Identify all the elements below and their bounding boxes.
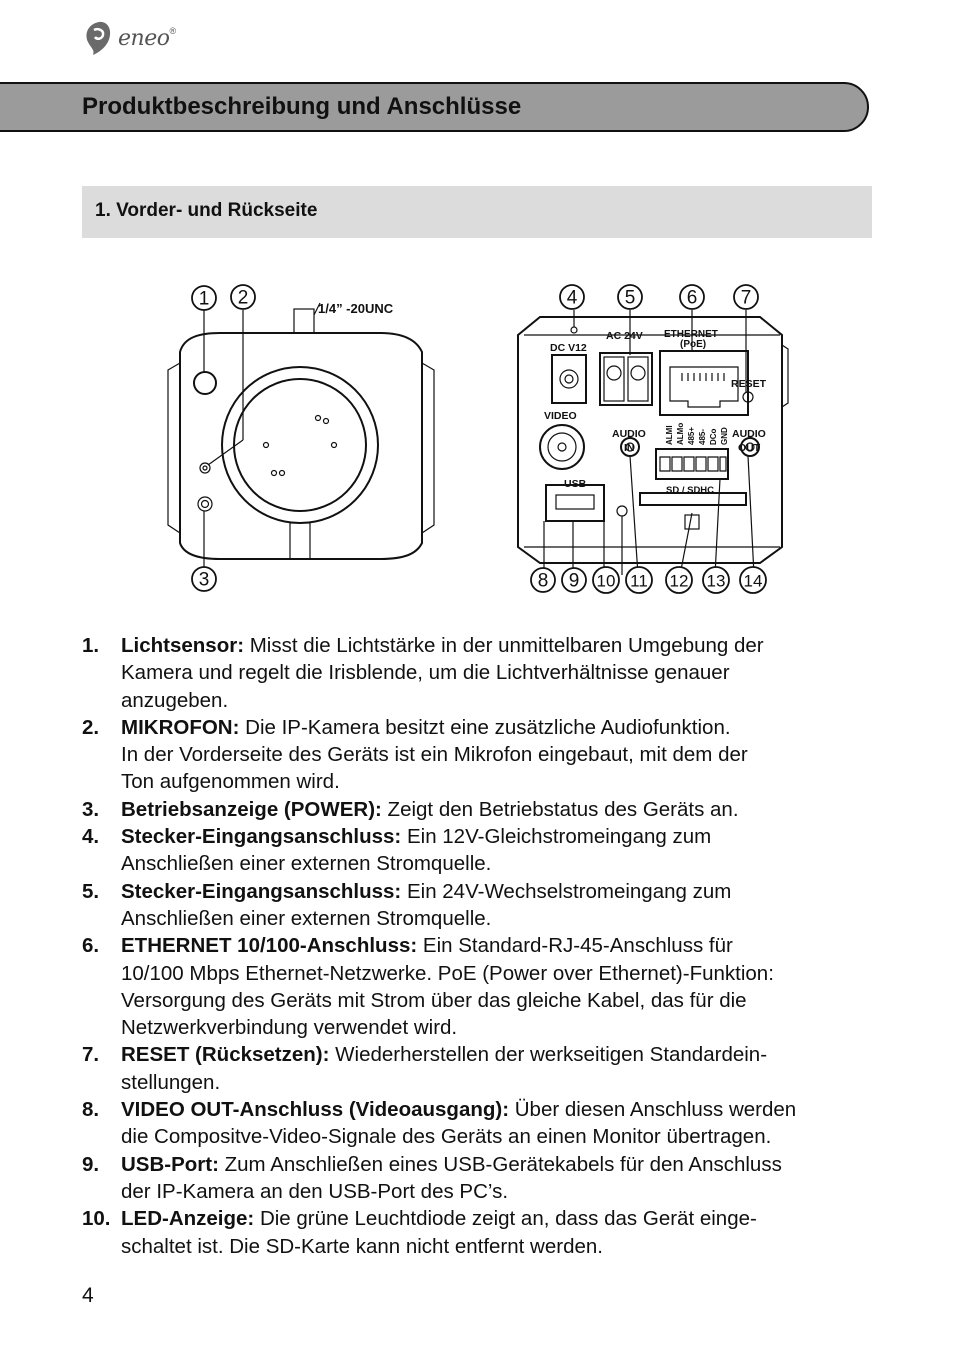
- item-text-line: Wiederherstellen der werkseitigen Standardein-: [329, 1043, 768, 1067]
- item-text-line: Misst die Lichtstärke in der unmittelbaren Umgebung der: [244, 634, 764, 657]
- usb-label: USB: [564, 478, 587, 490]
- thread-label: 1/4” -20UNC: [318, 301, 394, 316]
- dc-label: DC V12: [550, 342, 587, 354]
- terminal-label-1: ALMI: [665, 425, 674, 445]
- list-item: [82, 714, 882, 796]
- item-text-line: schaltet ist. Die SD-Karte kann nicht entfernt werden.: [121, 1234, 603, 1258]
- callout-5-label: 5: [624, 287, 636, 309]
- list-item: [82, 796, 882, 823]
- item-text-line: Zum Anschließen eines USB-Gerätekabels für den Anschluss: [218, 1152, 782, 1176]
- audio-in-label-1: AUDIO: [612, 428, 646, 440]
- callout-4-label: 4: [566, 287, 578, 309]
- callout-8-label: 8: [537, 570, 549, 592]
- brand-name: eneo: [118, 25, 170, 51]
- callout-9-label: 9: [568, 570, 580, 592]
- section-title: 1. Vorder- und Rückseite: [95, 200, 318, 221]
- item-text-line: Anschließen einer externen Stromquelle.: [121, 906, 492, 930]
- item-number: 4.: [82, 825, 100, 849]
- callout-14-label: 14: [743, 571, 763, 591]
- item-number: 7.: [82, 1043, 100, 1067]
- item-text-line: Ton aufgenommen wird.: [121, 770, 340, 794]
- callout-2-label: 2: [237, 287, 249, 309]
- item-text-line: Die grüne Leuchtdiode zeigt an, dass das Gerät einge-: [254, 1207, 757, 1231]
- list-item: [82, 1151, 882, 1206]
- connector-description-list: [82, 632, 882, 1260]
- terminal-label-6: GND: [720, 427, 729, 445]
- item-text-line: stellungen.: [121, 1070, 221, 1094]
- item-number: 3.: [82, 797, 100, 821]
- item-text-line: die Compositve-Video-Signale des Geräts an einen Monitor übertragen.: [121, 1125, 772, 1149]
- terminal-label-3: 485+: [687, 426, 696, 445]
- item-text-line: Netzwerkverbindung verwendet wird.: [121, 1016, 458, 1040]
- item-term: RESET (Rücksetzen):: [121, 1043, 330, 1067]
- item-term: LED-Anzeige:: [121, 1207, 255, 1231]
- callout-12-label: 12: [669, 571, 689, 591]
- list-item: [82, 1096, 882, 1151]
- brand-logo: [82, 20, 176, 56]
- terminal-label-2: ALMo: [676, 422, 685, 445]
- brand-registered-mark: ®: [169, 26, 177, 36]
- item-term: MIKROFON:: [121, 715, 240, 739]
- item-text-line: Ein 24V-Wechselstromeingang zum: [401, 879, 732, 903]
- callout-11-label: 11: [630, 571, 648, 591]
- reset-label: RESET: [731, 378, 767, 390]
- item-text-line: Anschließen einer externen Stromquelle.: [121, 852, 492, 876]
- item-term: Betriebsanzeige (POWER):: [121, 797, 382, 821]
- ac-label: AC 24V: [606, 330, 643, 342]
- terminal-label-5: DCo: [709, 428, 718, 445]
- list-item: [82, 878, 882, 933]
- callout-6-label: 6: [686, 287, 698, 309]
- page-number: 4: [82, 1284, 94, 1307]
- item-number: 10.: [82, 1207, 111, 1231]
- item-text-line: Zeigt den Betriebstatus des Geräts an.: [381, 797, 739, 821]
- callout-10-label: 10: [596, 571, 616, 591]
- list-item: [82, 632, 882, 714]
- terminal-label-4: 485-: [698, 428, 707, 445]
- item-term: USB-Port:: [121, 1152, 219, 1176]
- item-number: 5.: [82, 879, 100, 903]
- callout-1-label: 1: [198, 288, 210, 310]
- item-number: 2.: [82, 715, 100, 739]
- item-text-line: Über diesen Anschluss werden: [509, 1098, 797, 1122]
- audio-out-label-2: OUT: [738, 442, 761, 454]
- front-view: [168, 303, 434, 567]
- eneo-logo-icon: [82, 20, 116, 56]
- poe-label: (PoE): [680, 339, 707, 350]
- item-number: 1.: [82, 634, 100, 657]
- item-term: VIDEO OUT-Anschluss (Videoausgang):: [121, 1098, 510, 1122]
- item-text-line: Versorgung des Geräts mit Strom über das gleiche Kabel, das für die: [121, 988, 747, 1012]
- item-text-line: Die IP-Kamera besitzt eine zusätzliche Audiofunktion.: [239, 715, 731, 739]
- item-term: Stecker-Eingangsanschluss:: [121, 879, 402, 903]
- item-text-line: Ein Standard-RJ-45-Anschluss für: [417, 934, 733, 958]
- item-text-line: der IP-Kamera an den USB-Port des PC’s.: [121, 1179, 509, 1203]
- item-number: 9.: [82, 1152, 100, 1176]
- audio-out-label-1: AUDIO: [732, 428, 766, 440]
- list-item: [82, 823, 882, 878]
- item-text-line: In der Vorderseite des Geräts ist ein Mikrofon eingebaut, mit dem der: [121, 743, 748, 767]
- item-text-line: Kamera und regelt die Irisblende, um die Lichtverhältnisse genauer: [121, 661, 730, 685]
- camera-diagram: [160, 275, 800, 605]
- list-item: [82, 1041, 882, 1096]
- item-term: ETHERNET 10/100-Anschluss:: [121, 934, 418, 958]
- item-text-line: Ein 12V-Gleichstromeingang zum: [401, 825, 712, 849]
- item-text-line: anzugeben.: [121, 688, 229, 712]
- callout-3-label: 3: [198, 569, 210, 591]
- item-text-line: 10/100 Mbps Ethernet-Netzwerke. PoE (Power over Ethernet)-Funktion:: [121, 961, 774, 985]
- audio-in-label-2: IN: [624, 442, 635, 454]
- item-number: 8.: [82, 1098, 100, 1122]
- page-title: Produktbeschreibung und Anschlüsse: [82, 93, 522, 120]
- callout-13-label: 13: [706, 571, 726, 591]
- sd-label: SD / SDHC: [666, 485, 715, 496]
- ethernet-label: ETHERNET: [664, 329, 718, 340]
- item-term: Stecker-Eingangsanschluss:: [121, 825, 402, 849]
- list-item: [82, 932, 882, 1041]
- item-number: 6.: [82, 934, 100, 958]
- list-item: [82, 1205, 882, 1260]
- callout-7-label: 7: [740, 287, 752, 309]
- video-label: VIDEO: [544, 410, 577, 422]
- item-term: Lichtsensor:: [121, 634, 245, 657]
